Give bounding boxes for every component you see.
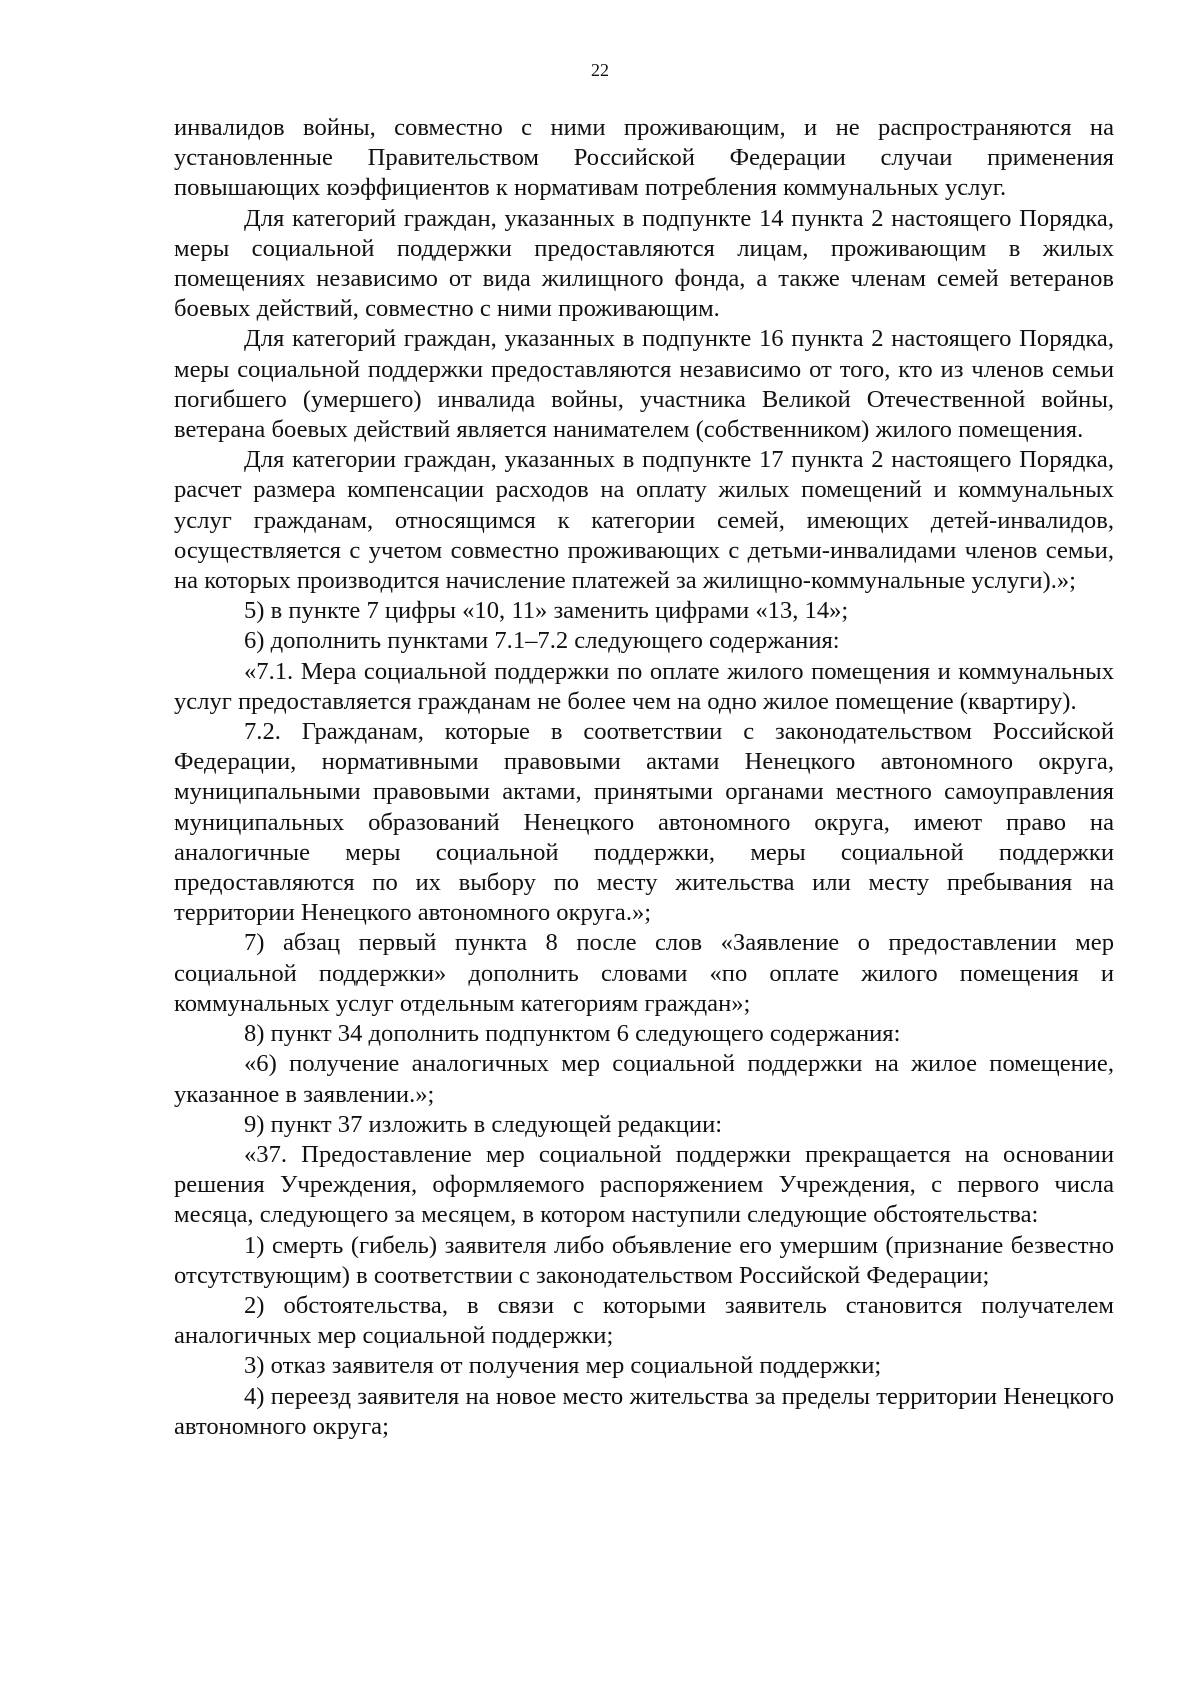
- clause-37-item-2: 2) обстоятельства, в связи с которыми заявитель становится получателем аналогичных мер социальной поддержки;: [174, 1291, 1114, 1350]
- clause-37-item-3: 3) отказ заявителя от получения мер социальной поддержки;: [244, 1352, 882, 1380]
- paragraph-subpoint-16: Для категорий граждан, указанных в подпункте 16 пункта 2 настоящего Порядка, меры социальной поддержки предоставляются независимо от того, кто из членов семьи погибшего (умершего) инвалида войны, участника Великой Отечественной войны, ветерана боевых действий является нанимателем (собственником) жилого помещения.: [174, 325, 1114, 444]
- amendment-item-5: 5) в пункте 7 цифры «10, 11» заменить цифрами «13, 14»;: [244, 597, 849, 625]
- amendment-item-8: 8) пункт 34 дополнить подпунктом 6 следующего содержания:: [244, 1020, 901, 1048]
- page-number: 22: [591, 60, 609, 80]
- clause-37-item-1: 1) смерть (гибель) заявителя либо объявление его умершим (признание безвестно отсутствующим) в соответствии с законодательством Российской Федерации;: [174, 1231, 1114, 1289]
- clause-7-1: «7.1. Мера социальной поддержки по оплате жилого помещения и коммунальных услуг предоставляется гражданам не более чем на одно жилое помещение (квартиру).: [174, 657, 1114, 715]
- clause-37: «37. Предоставление мер социальной поддержки прекращается на основании решения Учреждения, оформляемого распоряжением Учреждения, с первого числа месяца, следующего за месяцем, в котором наступили следующие обстоятельства:: [174, 1140, 1114, 1229]
- amendment-item-7: 7) абзац первый пункта 8 после слов «Заявление о предоставлении мер социальной поддержки» дополнить словами «по оплате жилого помещения и коммунальных услуг отдельным категориям граждан»;: [174, 929, 1114, 1017]
- amendment-item-6: 6) дополнить пунктами 7.1–7.2 следующего содержания:: [244, 627, 840, 655]
- paragraph-subpoint-17: Для категории граждан, указанных в подпункте 17 пункта 2 настоящего Порядка, расчет размера компенсации расходов на оплату жилых помещений и коммунальных услуг гражданам, относящимся к категории семей, имеющих детей-инвалидов, осуществляется с учетом совместно проживающих с детьми-инвалидами членов семьи, на которых производится начисление платежей за жилищно-коммунальные услуги).»;: [174, 446, 1114, 595]
- clause-37-item-4: 4) переезд заявителя на новое место жительства за пределы территории Ненецкого автономного округа;: [174, 1382, 1114, 1440]
- amendment-item-9: 9) пункт 37 изложить в следующей редакции:: [244, 1110, 723, 1138]
- subclause-6: «6) получение аналогичных мер социальной поддержки на жилое помещение, указанное в заявлении.»;: [174, 1050, 1114, 1108]
- paragraph-subpoint-14: Для категорий граждан, указанных в подпункте 14 пункта 2 настоящего Порядка, меры социальной поддержки предоставляются лицам, проживающим в жилых помещениях независимо от вида жилищного фонда, а также членам семей ветеранов боевых действий, совместно с ними проживающим.: [174, 204, 1114, 323]
- document-body: [174, 113, 1114, 1442]
- clause-7-2: 7.2. Гражданам, которые в соответствии с законодательством Российской Федерации, нормативными правовыми актами Ненецкого автономного округа, муниципальными правовыми актами, принятыми органами местного самоуправления муниципальных образований Ненецкого автономного округа, имеют право на аналогичные меры социальной поддержки, меры социальной поддержки предоставляются по их выбору по месту жительства или месту пребывания на территории Ненецкого автономного округа.»;: [174, 718, 1114, 927]
- paragraph-continuation: инвалидов войны, совместно с ними проживающим, и не распространяются на установленные Правительством Российской Федерации случаи применения повышающих коэффициентов к нормативам потребления коммунальных услуг.: [174, 114, 1114, 202]
